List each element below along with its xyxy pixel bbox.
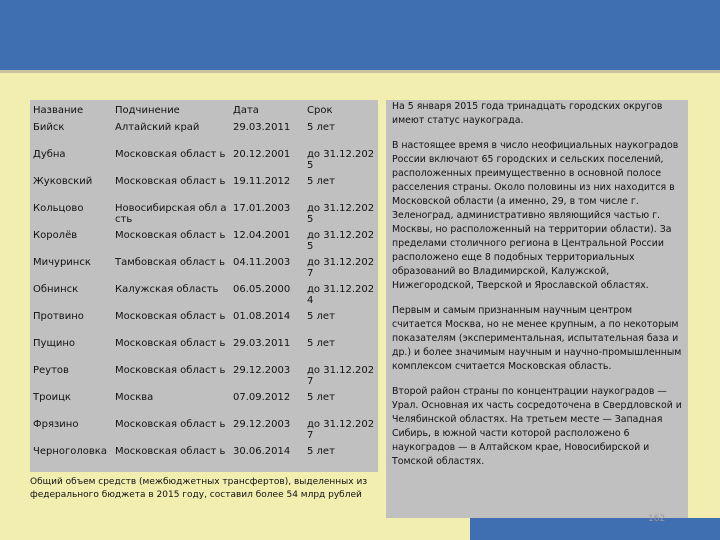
table-cell: 04.11.2003	[233, 257, 291, 268]
table-cell: 20.12.2001	[233, 149, 291, 160]
table-cell: до 31.12.2025	[307, 203, 375, 225]
table-cell: до 31.12.2027	[307, 419, 375, 441]
table-cell: Королёв	[33, 230, 78, 241]
table-cell: Московская област ь	[115, 365, 226, 376]
table-cell: Черноголовка	[33, 446, 107, 457]
table-cell: 06.05.2000	[233, 284, 291, 295]
table-cell: Тамбовская област ь	[115, 257, 226, 268]
table-row	[30, 416, 378, 443]
naukograd-table	[30, 100, 378, 470]
table-row	[30, 335, 378, 362]
side-paragraph: Второй район страны по концентрации наукоградов — Урал. Основная их часть сосредоточена в Свердловской и Челябинской областях. На третьем месте — Западная Сибирь, в южной части которой расположено 6 наукоградов — в Алтайском крае, Новосибирской и Томской областях.	[392, 386, 682, 467]
table-cell: Протвино	[33, 311, 84, 322]
table-cell: Московская област ь	[115, 149, 226, 160]
table-row	[30, 200, 378, 227]
table-row	[30, 146, 378, 173]
table-row	[30, 119, 378, 146]
table-cell: до 31.12.2025	[307, 230, 375, 252]
naukograd-table-panel	[30, 100, 378, 472]
table-header-row	[30, 100, 378, 119]
side-text-panel	[386, 100, 688, 518]
table-cell: Кольцово	[33, 203, 84, 214]
table-cell: 5 лет	[307, 122, 335, 133]
table-cell: Пущино	[33, 338, 76, 349]
table-cell: до 31.12.2024	[307, 284, 375, 306]
table-row	[30, 362, 378, 389]
table-cell: 29.12.2003	[233, 419, 291, 430]
side-paragraph: В настоящее время в число неофициальных наукоградов России включают 65 городских и сельских поселений, расположенных преимущественно в основной полосе расселения страны. Около половины из них находится в Московской области (а именно, 29, в том числе г. Зеленоград, административно являющийся частью г. Москвы, но расположенный на территории области). За пределами столичного региона в Центральной России расположено еще 8 подобных территориальных образований во Владимирской, Калужской, Нижегородской, Тверской и Ярославской областях.	[392, 140, 679, 291]
table-row	[30, 443, 378, 470]
table-row	[30, 308, 378, 335]
table-cell: 30.06.2014	[233, 446, 291, 457]
side-paragraph: На 5 января 2015 года тринадцать городских округов имеют статус наукограда.	[392, 101, 663, 126]
header-name: Название	[33, 105, 84, 116]
table-cell: Дубна	[33, 149, 66, 160]
table-cell: 17.01.2003	[233, 203, 291, 214]
table-row	[30, 254, 378, 281]
table-cell: 5 лет	[307, 446, 335, 457]
table-cell: до 31.12.2025	[307, 149, 375, 171]
table-cell: 5 лет	[307, 338, 335, 349]
table-cell: 01.08.2014	[233, 311, 291, 322]
side-paragraph: Первым и самым признанным научным центром считается Москва, но не менее крупным, а по некоторым показателям (экспериментальная, испытательная база и др.) и более значимым научным и научно-промышленным комплексом считается Московская область.	[392, 305, 682, 372]
header-term: Срок	[307, 105, 333, 116]
footnote: Общий объем средств (межбюджетных трансфертов), выделенных из федерального бюджета в 2015 году, составил более 54 млрд рублей	[30, 477, 368, 500]
table-row	[30, 173, 378, 200]
page-number: 162	[648, 514, 666, 524]
table-cell: Московская област ь	[115, 446, 226, 457]
table-cell: Мичуринск	[33, 257, 91, 268]
table-cell: Бийск	[33, 122, 65, 133]
table-cell: Московская област ь	[115, 230, 226, 241]
footer-bar	[470, 518, 720, 540]
table-cell: 5 лет	[307, 392, 335, 403]
table-row	[30, 227, 378, 254]
header-date: Дата	[233, 105, 259, 116]
header-subordination: Подчинение	[115, 105, 180, 116]
header-banner	[0, 0, 720, 70]
table-cell: Новосибирская обл асть	[115, 203, 227, 225]
table-cell: Троицк	[33, 392, 71, 403]
table-cell: 5 лет	[307, 176, 335, 187]
table-cell: Обнинск	[33, 284, 79, 295]
table-cell: Калужская область	[115, 284, 219, 295]
table-cell: Алтайский край	[115, 122, 200, 133]
table-cell: 29.03.2011	[233, 122, 291, 133]
table-cell: Фрязино	[33, 419, 79, 430]
table-cell: Москва	[115, 392, 154, 403]
table-cell: до 31.12.2027	[307, 257, 375, 279]
table-cell: Московская област ь	[115, 311, 226, 322]
table-cell: 19.11.2012	[233, 176, 291, 187]
table-cell: 29.03.2011	[233, 338, 291, 349]
table-cell: 07.09.2012	[233, 392, 291, 403]
table-cell: 5 лет	[307, 311, 335, 322]
table-cell: Московская област ь	[115, 176, 226, 187]
table-row	[30, 281, 378, 308]
table-cell: 29.12.2003	[233, 365, 291, 376]
table-row	[30, 389, 378, 416]
header-divider	[0, 70, 720, 73]
table-cell: Московская област ь	[115, 338, 226, 349]
table-cell: Реутов	[33, 365, 69, 376]
table-cell: Московская област ь	[115, 419, 226, 430]
table-cell: Жуковский	[33, 176, 93, 187]
table-cell: до 31.12.2027	[307, 365, 375, 387]
table-cell: 12.04.2001	[233, 230, 291, 241]
